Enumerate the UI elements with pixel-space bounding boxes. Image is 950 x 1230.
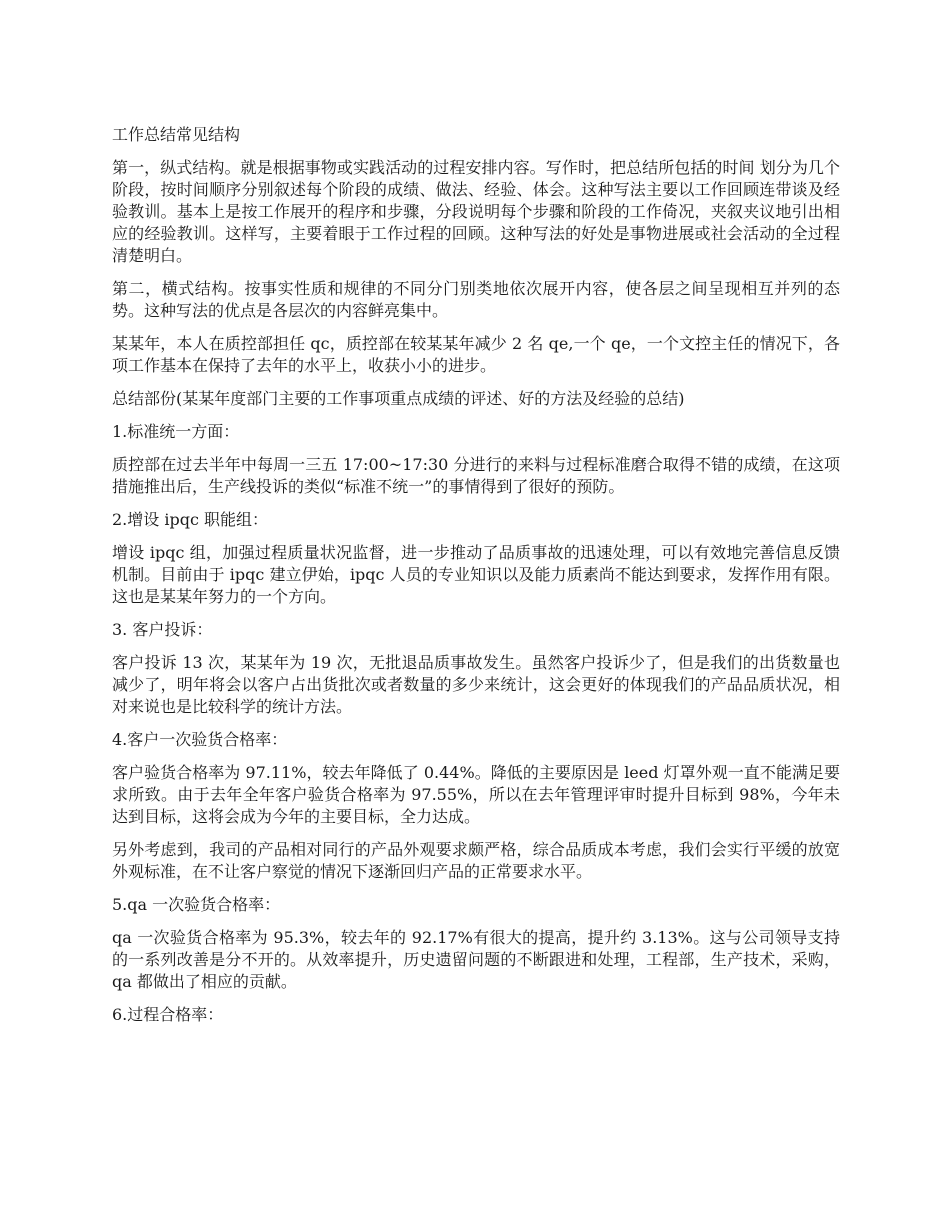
section-heading-qa-pass-rate: 5.qa 一次验货合格率：	[112, 895, 281, 914]
paragraph-vertical-structure: 第一，纵式结构。就是根据事物或实践活动的过程安排内容。写作时，把总结所包括的时间 划分为几个阶段，按时间顺序分别叙述每个阶段的成绩、做法、经验、体会。这种写法主要以工作回顾连带谈及经验教训。基本上是按工作展开的程序和步骤，分段说明每个步骤和阶段的工作倚况，夹叙夹议地引出相应的经验教训。这样写，主要着眼于工作过程的回顾。这种写法的好处是事物进展或社会活动的全过程清楚明白。	[112, 158, 840, 265]
paragraph-horizontal-structure: 第二，横式结构。按事实性质和规律的不同分门别类地依次展开内容，使各层之间呈现相互并列的态势。这种写法的优点是各层次的内容鲜亮集中。	[112, 279, 840, 320]
section-heading-ipqc: 2.增设 ipqc 职能组：	[112, 510, 269, 529]
paragraph-qa-pass-rate: qa 一次验货合格率为 95.3%，较去年的 92.17%有很大的提高，提升约 3.13%。这与公司领导支持的一系列改善是分不开的。从效率提升，历史遗留问题的不断跟进和处理，工程部，生产技术，采购，qa 都做出了相应的贡献。	[112, 928, 840, 991]
paragraph-complaints: 客户投诉 13 次，某某年为 19 次，无批退品质事故发生。虽然客户投诉少了，但是我们的出货数量也减少了，明年将会以客户占出货批次或者数量的多少来统计，这会更好的体现我们的产品品质状况，相对来说也是比较科学的统计方法。	[112, 653, 840, 716]
paragraph-intro: 某某年，本人在质控部担任 qc，质控部在较某某年减少 2 名 qe,一个 qe，一个文控主任的情况下，各项工作基本在保持了去年的水平上，收获小小的进步。	[112, 334, 840, 375]
section-heading-complaints: 3. 客户投诉：	[112, 620, 213, 639]
section-heading-customer-pass-rate: 4.客户一次验货合格率：	[112, 730, 288, 749]
section-heading-standards: 1.标准统一方面：	[112, 422, 240, 441]
paragraph-appearance-standard: 另外考虑到，我司的产品相对同行的产品外观要求颇严格，综合品质成本考虑，我们会实行平缓的放宽外观标准，在不让客户察觉的情况下逐渐回归产品的正常要求水平。	[112, 840, 840, 881]
section-heading-process-pass-rate: 6.过程合格率：	[112, 1005, 224, 1024]
paragraph-customer-pass-rate: 客户验货合格率为 97.11%，较去年降低了 0.44%。降低的主要原因是 leed 灯罩外观一直不能满足要求所致。由于去年全年客户验货合格率为 97.55%，所以在去年管理评审时提升目标到 98%，今年未达到目标，这将会成为今年的主要目标，全力达成。	[112, 763, 840, 826]
document-page	[112, 124, 840, 1037]
paragraph-standards: 质控部在过去半年中每周一三五 17:00~17:30 分进行的来料与过程标准磨合取得不错的成绩，在这项措施推出后，生产线投诉的类似“标准不统一”的事情得到了很好的预防。	[112, 455, 840, 496]
paragraph-summary-heading: 总结部份(某某年度部门主要的工作事项重点成绩的评述、好的方法及经验的总结)	[112, 389, 685, 408]
paragraph-ipqc: 增设 ipqc 组，加强过程质量状况监督，进一步推动了品质事故的迅速处理，可以有效地完善信息反馈机制。目前由于 ipqc 建立伊始，ipqc 人员的专业知识以及能力质素尚不能达到要求，发挥作用有限。这也是某某年努力的一个方向。	[112, 543, 840, 606]
document-title: 工作总结常见结构	[112, 125, 241, 144]
